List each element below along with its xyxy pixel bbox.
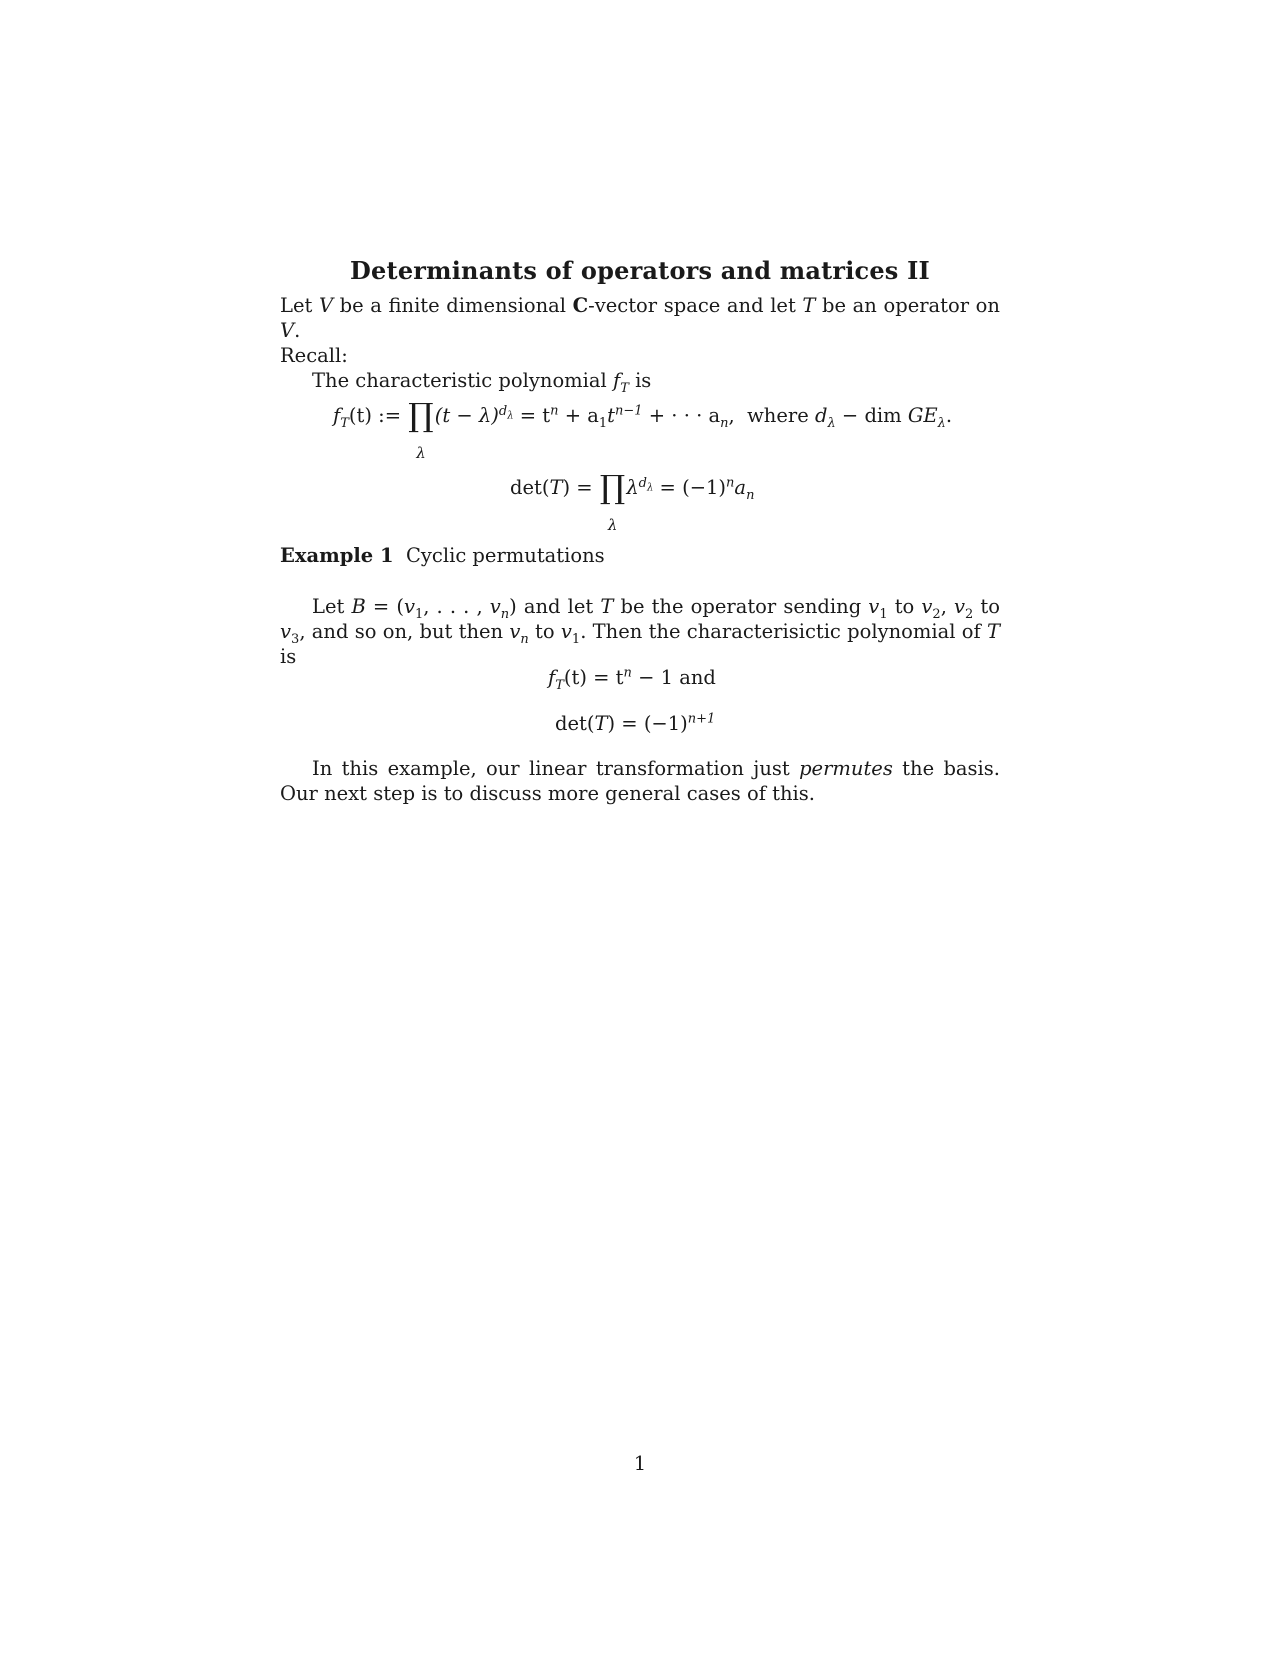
page-number: 1 <box>633 1452 647 1475</box>
intro-line-1: Let V be a finite dimensional C-vector space and let T be an operator on V. <box>280 294 1000 342</box>
equation-charpoly: $f_T(t)$ := ∏ λ $(t - \lambda)^{d_\lambda} = t^n + a_1t^{n-1}$ + · · · $a_n$, where $d_\lambda$ − dim $GE_\lambda$. <box>333 396 953 462</box>
product-symbol: ∏ λ <box>599 468 626 534</box>
charpoly-intro: The characteristic polynomial $f_T$ is <box>312 369 652 396</box>
equation-determinant: det(T) = ∏ λ $\lambda^{d_\lambda} = (-1)^na_n$ <box>510 468 755 534</box>
intro-paragraph <box>280 293 1000 396</box>
page-title: Determinants of operators and matrices II <box>350 256 930 285</box>
equation-cyclic-charpoly: $f_T(t) = t^n - 1$ and <box>548 665 716 693</box>
product-symbol: ∏ λ <box>408 396 434 462</box>
closing-paragraph: In this example, our linear transformation just permutes the basis. Our next step is to discuss more general cases of this. <box>280 757 1001 805</box>
intro-line-2: Recall: <box>280 344 348 367</box>
example-heading: Example 1 Cyclic permutations <box>280 544 605 567</box>
equation-cyclic-det: $\det(T) = (-1)^{n+1}$ <box>555 711 716 735</box>
example-paragraph: Let $B = (v_1$, . . . , $v_n$) and let T be the operator sending $v_1$ to $v_2$, $v_2$ to $v_3$, and so on, but then $v_n$ to $v_1$. Then the characterisictic polynomial of T is <box>280 595 1001 668</box>
